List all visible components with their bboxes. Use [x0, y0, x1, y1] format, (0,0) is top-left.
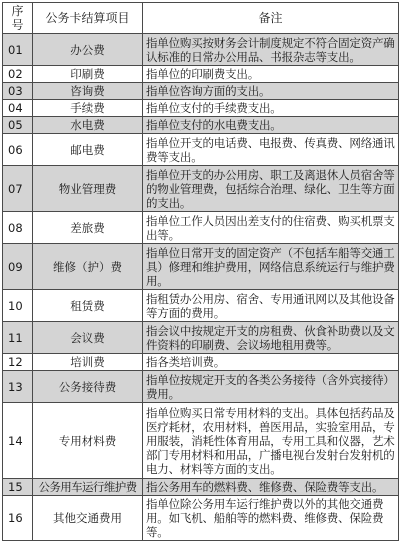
row-note: 指各类培训费。 — [143, 354, 399, 371]
header-note: 备注 — [143, 3, 399, 34]
row-note: 指单位支付的水电费支出。 — [143, 117, 399, 134]
row-item: 培训费 — [33, 354, 143, 371]
table-row — [3, 354, 399, 371]
row-note: 指单位购买按财务会计制度规定不符合固定资产确认标准的日常办公用品、书报杂志等支出。 — [143, 34, 399, 66]
table-row — [3, 83, 399, 100]
row-item: 手续费 — [33, 100, 143, 117]
header-no: 序号 — [3, 3, 33, 34]
table-row — [3, 244, 399, 290]
table-row — [3, 166, 399, 212]
row-no: 09 — [3, 244, 33, 290]
row-no: 13 — [3, 371, 33, 403]
table-row — [3, 322, 399, 354]
row-note: 指单位开支的办公用房、职工及离退休人员宿舍等的物业管理费，包括综合治理、绿化、卫生等方面的支出。 — [143, 166, 399, 212]
row-note: 指单位咨询方面的支出。 — [143, 83, 399, 100]
table-row — [3, 66, 399, 83]
row-no: 01 — [3, 34, 33, 66]
table-row — [3, 117, 399, 134]
row-item: 公务用车运行维护费 — [33, 479, 143, 496]
row-no: 03 — [3, 83, 33, 100]
row-note: 指会议中按规定开支的房租费、伙食补助费以及文件资料的印刷费、会议场地租用费等。 — [143, 322, 399, 354]
row-item: 物业管理费 — [33, 166, 143, 212]
row-item: 维修（护）费 — [33, 244, 143, 290]
row-item: 邮电费 — [33, 134, 143, 166]
row-no: 11 — [3, 322, 33, 354]
row-item: 咨询费 — [33, 83, 143, 100]
row-item: 办公费 — [33, 34, 143, 66]
row-note: 指公务用车的燃料费、维修费、保险费等支出。 — [143, 479, 399, 496]
row-no: 16 — [3, 496, 33, 541]
row-item: 公务接待费 — [33, 371, 143, 403]
row-item: 印刷费 — [33, 66, 143, 83]
row-note: 指单位按规定开支的各类公务接待（含外宾接待）费用。 — [143, 371, 399, 403]
row-note: 指单位开支的电话费、电报费、传真费、网络通讯费等支出。 — [143, 134, 399, 166]
table-row — [3, 34, 399, 66]
row-no: 14 — [3, 403, 33, 479]
row-note: 指单位购买日常专用材料的支出。具体包括药品及医疗耗材，农用材料，兽医用品，实验室用品，专用服装，消耗性体育用品，专用工具和仪器，艺术部门专用材料和用品，广播电视台发射台发射机的电力、材料等方面的支出。 — [143, 403, 399, 479]
row-no: 05 — [3, 117, 33, 134]
row-note: 指单位支付的手续费支出。 — [143, 100, 399, 117]
row-note: 指租赁办公用房、宿舍、专用通讯网以及其他设备等方面的费用。 — [143, 290, 399, 322]
row-no: 02 — [3, 66, 33, 83]
row-no: 06 — [3, 134, 33, 166]
expense-table — [2, 2, 399, 541]
row-item: 租赁费 — [33, 290, 143, 322]
table-row — [3, 212, 399, 244]
row-item: 差旅费 — [33, 212, 143, 244]
row-item: 会议费 — [33, 322, 143, 354]
table-row — [3, 479, 399, 496]
table-row — [3, 290, 399, 322]
table-row — [3, 100, 399, 117]
row-item: 其他交通费用 — [33, 496, 143, 541]
row-no: 08 — [3, 212, 33, 244]
table-row — [3, 496, 399, 541]
table-row — [3, 371, 399, 403]
row-note: 指单位的印刷费支出。 — [143, 66, 399, 83]
table-row — [3, 403, 399, 479]
row-note: 指单位除公务用车运行维护费以外的其他交通费用。如飞机、船舶等的燃料费、维修费、保险费等。 — [143, 496, 399, 541]
row-item: 专用材料费 — [33, 403, 143, 479]
table-row — [3, 134, 399, 166]
row-note: 指单位工作人员因出差支付的住宿费、购买机票支出等。 — [143, 212, 399, 244]
header-row — [3, 3, 399, 34]
row-note: 指单位日常开支的固定资产（不包括车船等交通工具）修理和维护费用，网络信息系统运行与维护费用。 — [143, 244, 399, 290]
row-no: 15 — [3, 479, 33, 496]
row-no: 04 — [3, 100, 33, 117]
row-no: 10 — [3, 290, 33, 322]
row-no: 07 — [3, 166, 33, 212]
header-item: 公务卡结算项目 — [33, 3, 143, 34]
row-item: 水电费 — [33, 117, 143, 134]
row-no: 12 — [3, 354, 33, 371]
